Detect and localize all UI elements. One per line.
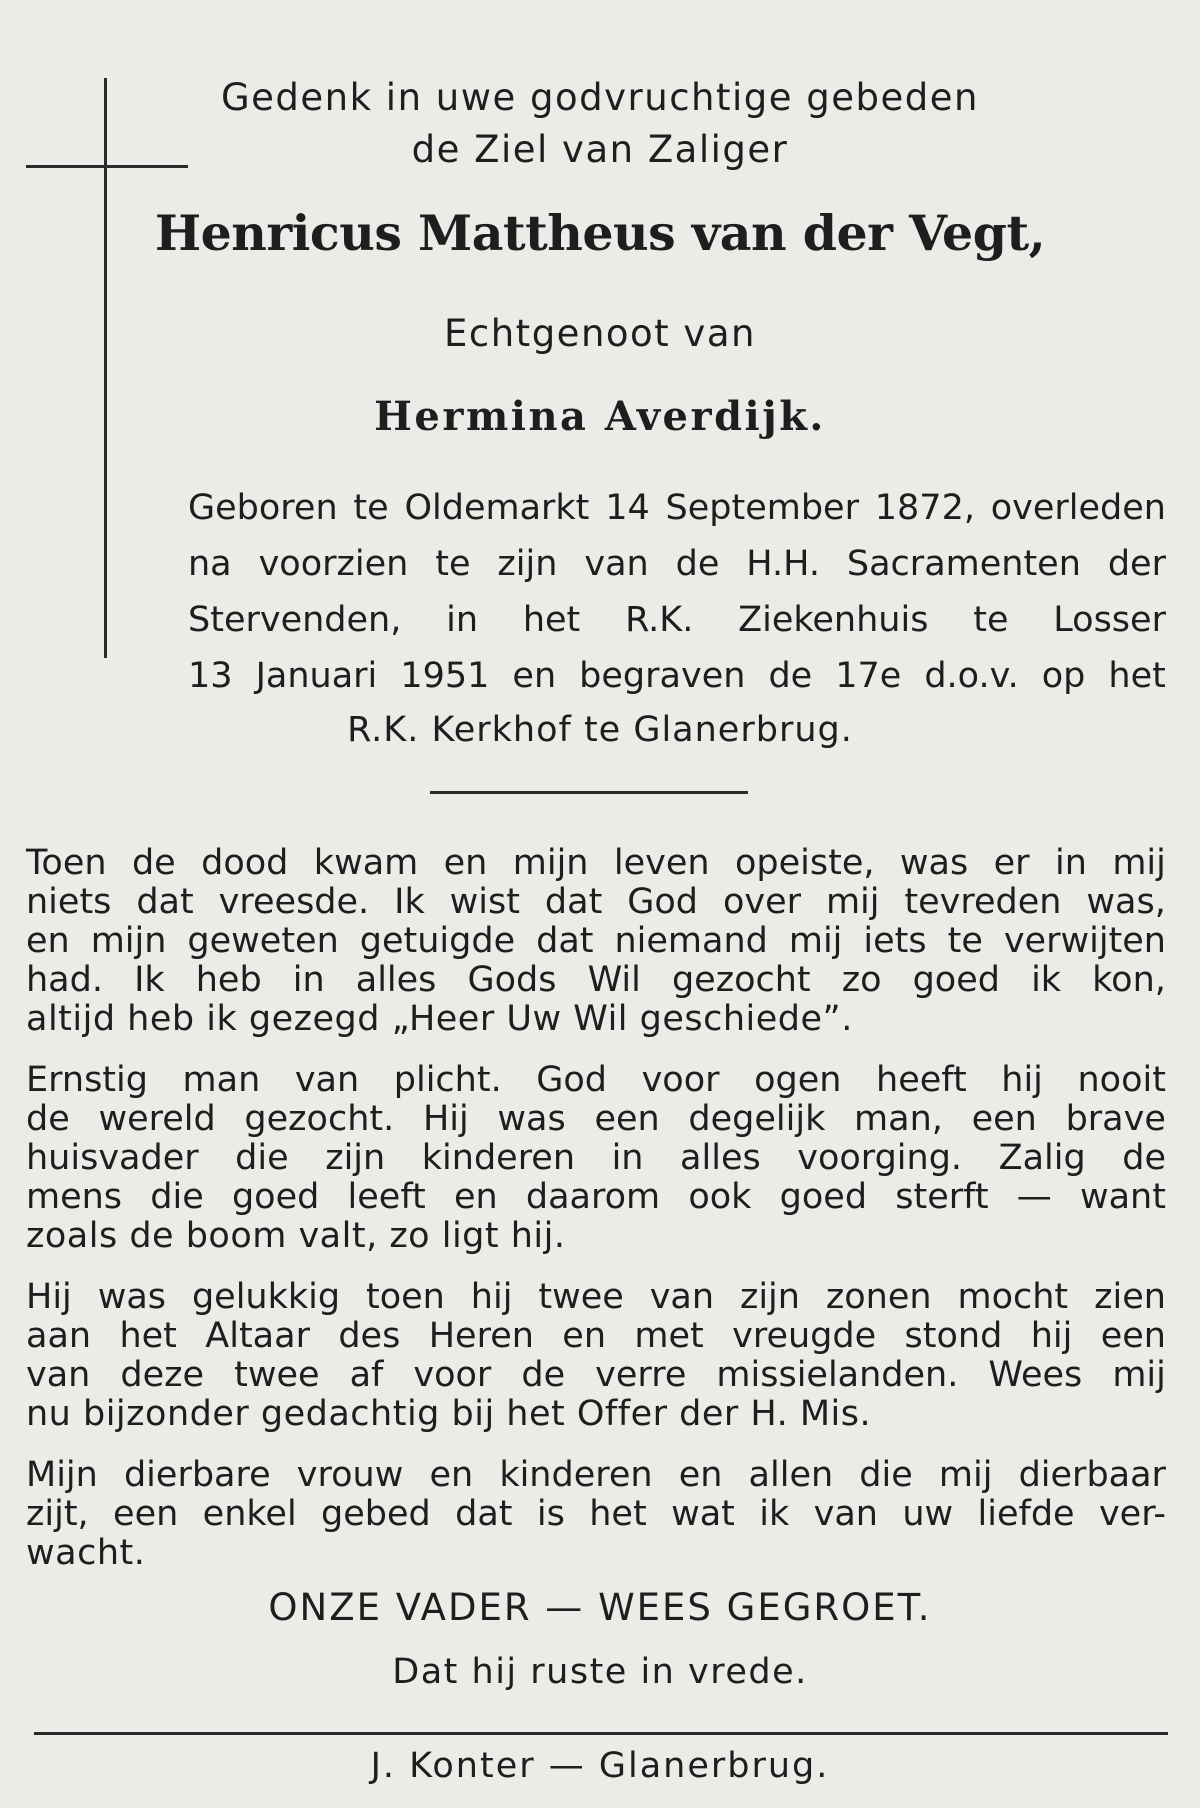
word: toen — [366, 1277, 445, 1317]
word: enkel — [202, 1494, 297, 1534]
word: opeiste, — [735, 843, 875, 883]
word: dierbare — [123, 1455, 271, 1495]
word: want — [1079, 1177, 1166, 1217]
bio-line — [188, 544, 1166, 584]
word: vreesde. — [218, 882, 370, 922]
word: stond — [904, 1316, 1003, 1356]
word: was — [97, 1277, 167, 1317]
word: wereld — [98, 1099, 216, 1139]
word: en — [443, 843, 488, 883]
word: zo — [841, 960, 882, 1000]
word: de — [26, 1099, 70, 1139]
word: gebed — [321, 1494, 431, 1534]
word: het — [1108, 656, 1166, 696]
verse-line — [26, 1277, 1166, 1317]
word: Geboren — [188, 488, 338, 528]
word: mij — [1112, 843, 1166, 883]
word: mij — [788, 921, 843, 961]
rest-in-peace-line: Dat hij ruste in vrede. — [392, 1652, 808, 1692]
verse-line — [26, 921, 1166, 961]
word: 17e — [835, 656, 902, 696]
intro-line-1: Gedenk in uwe godvruchtige gebeden — [220, 76, 979, 119]
word: Gods — [467, 960, 557, 1000]
word: kwam — [313, 843, 419, 883]
word: zijn — [497, 544, 558, 584]
printer-credit: J. Konter — Glanerbrug. — [370, 1746, 830, 1786]
word: de — [768, 656, 813, 696]
word: heb — [195, 960, 262, 1000]
verse-line — [26, 960, 1166, 1000]
verse-line — [26, 1177, 1166, 1217]
word: man, — [854, 1099, 943, 1139]
bio-last-line: R.K. Kerkhof te Glanerbrug. — [347, 710, 853, 750]
footer-divider — [34, 1732, 1168, 1735]
word: God — [627, 882, 698, 922]
word: een — [113, 1494, 179, 1534]
word: twee — [234, 1355, 320, 1395]
verse-last-line: altijd heb ik gezegd „Heer Uw Wil geschiede”. — [26, 999, 853, 1039]
word: na — [188, 544, 232, 584]
word: Sacramenten — [846, 544, 1081, 584]
word: en — [562, 1316, 607, 1356]
word: te — [435, 544, 471, 584]
word: van — [26, 1355, 91, 1395]
word: huisvader — [26, 1138, 199, 1178]
word: het — [119, 1316, 177, 1356]
word: geweten — [187, 921, 339, 961]
word: een — [594, 1099, 660, 1139]
word: gezocht — [671, 960, 811, 1000]
word: hij — [1030, 1316, 1073, 1356]
word: zijt, — [26, 1494, 89, 1534]
word: mij — [1112, 1355, 1166, 1395]
word: Toen — [26, 843, 107, 883]
word: niets — [26, 882, 112, 922]
word: getuigde — [359, 921, 516, 961]
prayer-line: ONZE VADER — WEES GEGROET. — [268, 1586, 932, 1629]
word: twee — [538, 1277, 624, 1317]
word: Losser — [1053, 600, 1166, 640]
word: Ik — [394, 882, 425, 922]
word: deze — [120, 1355, 205, 1395]
word: man — [182, 1060, 261, 1100]
word: die — [859, 1455, 913, 1495]
verse-last-line: zoals de boom valt, zo ligt hij. — [26, 1216, 566, 1256]
bio-line — [188, 488, 1166, 528]
word: die — [150, 1177, 204, 1217]
word: wat — [671, 1494, 735, 1534]
word: mens — [26, 1177, 123, 1217]
word: leeft — [347, 1177, 426, 1217]
word: goed — [912, 960, 1000, 1000]
word: dat — [136, 882, 194, 922]
word: gelukkig — [191, 1277, 341, 1317]
word: ver- — [1098, 1494, 1166, 1534]
word: heeft — [876, 1060, 967, 1100]
verse-line — [26, 843, 1166, 883]
word: Mijn — [26, 1455, 98, 1495]
word: de — [1122, 1138, 1166, 1178]
word: daarom — [525, 1177, 661, 1217]
word: 1951 — [400, 656, 490, 696]
word: zonen — [825, 1277, 932, 1317]
word: R.K. — [625, 600, 694, 640]
word: allen — [748, 1455, 834, 1495]
verse-last-line: nu bijzonder gedachtig bij het Offer der H. Mis. — [26, 1394, 872, 1434]
word: hij — [1001, 1060, 1043, 1100]
word: liefde — [977, 1494, 1075, 1534]
verse-line — [26, 1060, 1166, 1100]
word: in — [1054, 843, 1087, 883]
word: niemand — [614, 921, 768, 961]
word: dat — [455, 1494, 513, 1534]
word: de — [131, 843, 176, 883]
word: voor — [413, 1355, 492, 1395]
word: ik — [1031, 960, 1062, 1000]
word: het — [522, 600, 581, 640]
verse-line — [26, 1316, 1166, 1356]
word: Heren — [428, 1316, 534, 1356]
word: hij — [470, 1277, 513, 1317]
word: voor — [641, 1060, 720, 1100]
word: Ik — [134, 960, 165, 1000]
word: Hij — [26, 1277, 72, 1317]
verse-line — [26, 1494, 1166, 1534]
word: begraven — [579, 656, 746, 696]
word: brave — [1065, 1099, 1166, 1139]
word: was — [497, 1099, 566, 1139]
word: Ziekenhuis — [738, 600, 929, 640]
word: vrouw — [296, 1455, 404, 1495]
word: de — [521, 1355, 566, 1395]
word: van — [584, 544, 649, 584]
word: Wees — [988, 1355, 1083, 1395]
word: mocht — [957, 1277, 1069, 1317]
word: van — [813, 1494, 878, 1534]
word: iets — [863, 921, 927, 961]
word: sterft — [895, 1177, 989, 1217]
word: in — [446, 600, 479, 640]
verse-line — [26, 1138, 1166, 1178]
word: Wil — [587, 960, 641, 1000]
word: September — [665, 488, 859, 528]
word: verwijten — [1003, 921, 1166, 961]
word: in — [292, 960, 325, 1000]
word: Altaar — [205, 1316, 310, 1356]
word: 14 — [605, 488, 650, 528]
deceased-name: Henricus Mattheus van der Vegt, — [154, 204, 1046, 262]
word: af — [349, 1355, 384, 1395]
word: alles — [680, 1138, 761, 1178]
word: ik — [759, 1494, 790, 1534]
word: zijn — [739, 1277, 800, 1317]
word: zien — [1094, 1277, 1166, 1317]
word: aan — [26, 1316, 92, 1356]
word: en — [678, 1455, 723, 1495]
word: van — [649, 1277, 715, 1317]
verse-last-line: wacht. — [26, 1533, 146, 1573]
word: voorging. — [797, 1138, 963, 1178]
word: mijn — [512, 843, 589, 883]
word: te — [947, 921, 983, 961]
word: tevreden — [904, 882, 1062, 922]
word: was — [899, 843, 969, 883]
verse-line — [26, 882, 1166, 922]
verse-line — [26, 1355, 1166, 1395]
word: in — [611, 1138, 644, 1178]
word: was, — [1086, 882, 1166, 922]
word: Hij — [422, 1099, 469, 1139]
word: wist — [449, 882, 520, 922]
word: er — [993, 843, 1030, 883]
word: goed — [231, 1177, 320, 1217]
word: het — [589, 1494, 647, 1534]
word: te — [353, 488, 389, 528]
word: dat — [536, 921, 594, 961]
bio-line — [188, 600, 1166, 640]
bio-line — [188, 656, 1166, 696]
section-divider — [430, 791, 748, 794]
word: een — [1100, 1316, 1166, 1356]
word: des — [338, 1316, 401, 1356]
word: had. — [26, 960, 103, 1000]
word: een — [971, 1099, 1037, 1139]
word: over — [722, 882, 801, 922]
word: op — [1041, 656, 1086, 696]
word: H.H. — [746, 544, 820, 584]
word: degelijk — [688, 1099, 826, 1139]
word: met — [634, 1316, 704, 1356]
word: gezocht. — [244, 1099, 395, 1139]
spouse-name: Hermina Averdijk. — [374, 393, 826, 440]
word: is — [536, 1494, 565, 1534]
intro-line-2: de Ziel van Zaliger — [411, 128, 789, 171]
word: nooit — [1077, 1060, 1166, 1100]
word: van — [294, 1060, 360, 1100]
word: — — [1016, 1177, 1052, 1217]
word: Januari — [255, 656, 378, 696]
word: kinderen — [499, 1455, 653, 1495]
word: plicht. — [393, 1060, 502, 1100]
word: der — [1107, 544, 1166, 584]
word: mijn — [90, 921, 167, 961]
verse-line — [26, 1099, 1166, 1139]
word: en — [26, 921, 70, 961]
relation-label: Echtgenoot van — [444, 312, 756, 355]
word: alles — [355, 960, 437, 1000]
word: kinderen — [421, 1138, 576, 1178]
word: vreugde — [732, 1316, 877, 1356]
word: mij — [825, 882, 880, 922]
word: mij — [938, 1455, 993, 1495]
word: kon, — [1092, 960, 1166, 1000]
word: missielanden. — [716, 1355, 959, 1395]
word: zijn — [325, 1138, 386, 1178]
word: 13 — [188, 656, 233, 696]
word: Ernstig — [26, 1060, 148, 1100]
word: de — [675, 544, 720, 584]
word: en — [512, 656, 557, 696]
word: en — [453, 1177, 498, 1217]
word: goed — [779, 1177, 868, 1217]
word: overleden — [990, 488, 1166, 528]
word: dierbaar — [1018, 1455, 1166, 1495]
word: te — [973, 600, 1009, 640]
word: dood — [201, 843, 289, 883]
word: God — [536, 1060, 608, 1100]
word: 1872, — [874, 488, 975, 528]
word: uw — [902, 1494, 954, 1534]
verse-line — [26, 1455, 1166, 1495]
word: en — [429, 1455, 474, 1495]
word: Zalig — [998, 1138, 1086, 1178]
word: d.o.v. — [924, 656, 1019, 696]
word: Oldemarkt — [404, 488, 590, 528]
word: die — [235, 1138, 289, 1178]
word: dat — [544, 882, 603, 922]
word: ogen — [754, 1060, 842, 1100]
word: leven — [613, 843, 710, 883]
word: verre — [595, 1355, 687, 1395]
word: voorzien — [258, 544, 409, 584]
word: Stervenden, — [188, 600, 402, 640]
word: ook — [688, 1177, 752, 1217]
